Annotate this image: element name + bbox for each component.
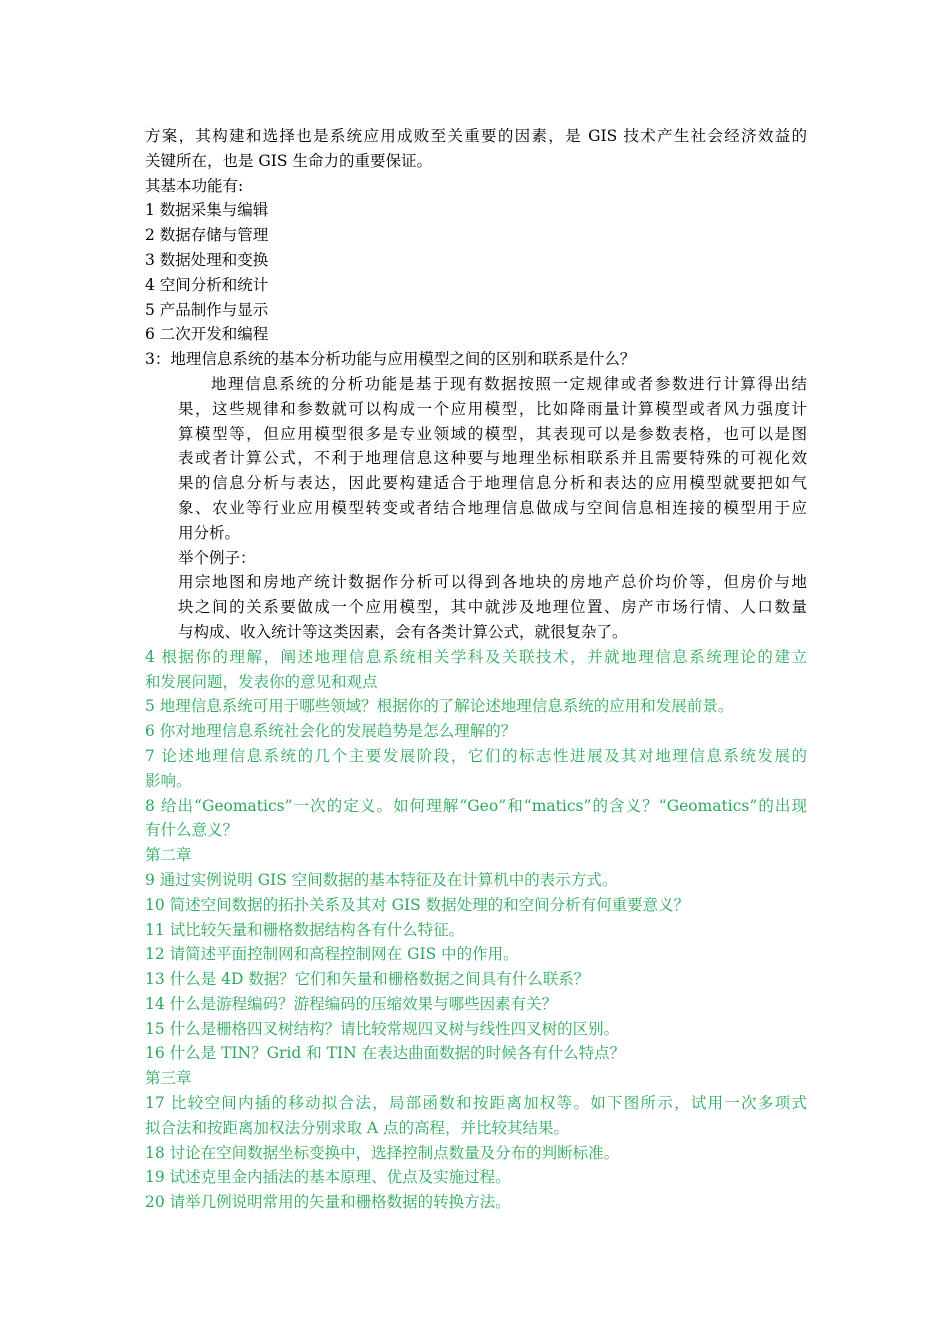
question-3-answer [145, 372, 807, 645]
intro-line-2: 关键所在，也是 GIS 生命力的重要保证。 [145, 151, 432, 170]
question-7-line-2: 影响。 [145, 771, 192, 790]
answer-line: 果，这些规律和参数就可以构成一个应用模型，比如降雨量计算模型或者风力强度计 [178, 399, 807, 418]
question-14: 14 什么是游程编码？游程编码的压缩效果与哪些因素有关？ [145, 994, 558, 1013]
question-16: 16 什么是 TIN？Grid 和 TIN 在表达曲面数据的时候各有什么特点？ [145, 1044, 626, 1063]
question-11: 11 试比较矢量和栅格数据结构各有什么特征。 [145, 920, 465, 939]
function-item: 3 数据处理和变换 [145, 250, 269, 269]
function-item: 5 产品制作与显示 [145, 300, 269, 319]
question-8-line-2: 有什么意义？ [145, 821, 239, 840]
chapter-2-heading: 第二章 [145, 846, 192, 865]
answer-line: 算模型等，但应用模型很多是专业领域的模型，其表现可以是参数表格，也可以是图 [178, 424, 807, 443]
answer-line: 果的信息分析与表达，因此要构建适合于地理信息分析和表达的应用模型就要把如气 [178, 474, 807, 493]
question-6: 6 你对地理信息系统社会化的发展趋势是怎么理解的？ [145, 722, 517, 741]
example-line: 块之间的关系要做成一个应用模型，其中就涉及地理位置、房产市场行情、人口数量 [178, 598, 807, 617]
question-15: 15 什么是栅格四叉树结构？请比较常规四叉树与线性四叉树的区别。 [145, 1019, 620, 1038]
functions-heading: 其基本功能有: [145, 176, 244, 195]
document-body [145, 124, 807, 1215]
question-4-line-1: 4 根据你的理解，阐述地理信息系统相关学科及关联技术，并就地理信息系统理论的建立 [145, 647, 807, 666]
question-19: 19 试述克里金内插法的基本原理、优点及实施过程。 [145, 1168, 511, 1187]
intro-line-1: 方案，其构建和选择也是系统应用成败至关重要的因素，是 GIS 技术产生社会经济效益的 [145, 127, 807, 145]
answer-line: 地理信息系统的分析功能是基于现有数据按照一定规律或者参数进行计算得出结 [211, 374, 807, 393]
question-12: 12 请简述平面控制网和高程控制网在 GIS 中的作用。 [145, 945, 519, 964]
question-7-line-1: 7 论述地理信息系统的几个主要发展阶段，它们的标志性进展及其对地理信息系统发展的 [145, 746, 807, 765]
question-10: 10 简述空间数据的拓扑关系及其对 GIS 数据处理的和空间分析有何重要意义？ [145, 895, 690, 914]
question-3-title: 3：地理信息系统的基本分析功能与应用模型之间的区别和联系是什么？ [145, 350, 636, 369]
answer-line: 用分析。 [178, 523, 241, 542]
example-heading: 举个例子： [178, 548, 256, 567]
example-line: 用宗地图和房地产统计数据作分析可以得到各地块的房地产总价均价等，但房价与地 [178, 573, 807, 592]
answer-line: 象、农业等行业应用模型转变或者结合地理信息做成与空间信息相连接的模型用于应 [178, 498, 807, 517]
question-8-line-1: 8 给出“Geomatics”一次的定义。如何理解“Geo”和“matics”的含义？“Geomatics”的出现 [145, 796, 807, 815]
function-item: 4 空间分析和统计 [145, 275, 269, 294]
question-9: 9 通过实例说明 GIS 空间数据的基本特征及在计算机中的表示方式。 [145, 870, 618, 889]
question-13: 13 什么是 4D 数据？它们和矢量和栅格数据之间具有什么联系？ [145, 970, 590, 989]
function-item: 2 数据存储与管理 [145, 226, 269, 245]
chapter-3-heading: 第三章 [145, 1069, 192, 1088]
answer-line: 表或者计算公式，不利于地理信息这种要与地理坐标相联系并且需要特殊的可视化效 [178, 449, 807, 468]
function-item: 1 数据采集与编辑 [145, 201, 269, 220]
question-17-line-1: 17 比较空间内插的移动拟合法，局部函数和按距离加权等。如下图所示，试用一次多项式 [145, 1094, 807, 1113]
example-line: 与构成、收入统计等这类因素，会有各类计算公式，就很复杂了。 [178, 622, 628, 641]
question-5: 5 地理信息系统可用于哪些领域？根据你的了解论述地理信息系统的应用和发展前景。 [145, 697, 734, 716]
question-17-line-2: 拟合法和按距离加权法分别求取 A 点的高程，并比较其结果。 [145, 1118, 570, 1137]
question-20: 20 请举几例说明常用的矢量和栅格数据的转换方法。 [145, 1193, 511, 1212]
question-4-line-2: 和发展问题，发表你的意见和观点 [145, 672, 378, 691]
question-18: 18 讨论在空间数据坐标变换中，选择控制点数量及分布的判断标准。 [145, 1143, 620, 1162]
function-item: 6 二次开发和编程 [145, 325, 269, 344]
